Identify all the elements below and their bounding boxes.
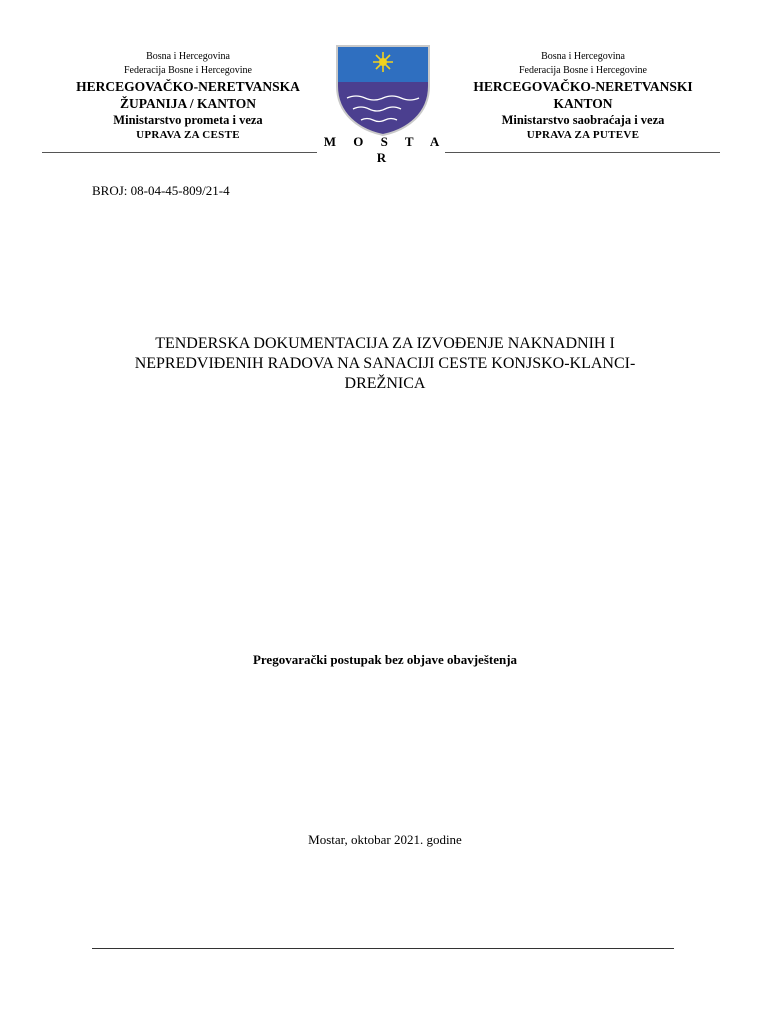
- ministry-name: Ministarstvo saobraćaja i veza: [501, 113, 665, 127]
- reference-number: BROJ: 08-04-45-809/21-4: [92, 183, 230, 198]
- canton-name-line2: ŽUPANIJA / KANTON: [119, 96, 256, 111]
- mostar-crest-icon: [333, 42, 433, 137]
- place-and-date: Mostar, oktobar 2021. godine: [308, 832, 462, 847]
- city-name: M O S T A R: [323, 134, 447, 165]
- header-left: [48, 50, 328, 143]
- header-left-rule: [42, 152, 317, 153]
- canton-name-line2: KANTON: [553, 96, 613, 111]
- department-name: UPRAVA ZA CESTE: [136, 129, 240, 141]
- country-name: Bosna i Hercegovina: [541, 51, 625, 62]
- federation-name: Federacija Bosne i Hercegovine: [518, 65, 647, 76]
- ministry-name: Ministarstvo prometa i veza: [113, 113, 263, 127]
- footer-rule: [92, 948, 674, 949]
- header-right: [443, 50, 723, 143]
- title-line: DREŽNICA: [344, 375, 426, 392]
- federation-name: Federacija Bosne i Hercegovine: [123, 65, 252, 76]
- canton-name-line1: HERCEGOVAČKO-NERETVANSKI: [473, 79, 693, 94]
- document-title: [70, 334, 700, 394]
- canton-name-line1: HERCEGOVAČKO-NERETVANSKA: [76, 79, 300, 94]
- title-line: NEPREDVIĐENIH RADOVA NA SANACIJI CESTE KONJSKO-KLANCI-: [134, 355, 636, 372]
- procedure-type: Pregovarački postupak bez objave obavještenja: [252, 652, 518, 667]
- country-name: Bosna i Hercegovina: [146, 51, 230, 62]
- department-name: UPRAVA ZA PUTEVE: [526, 129, 640, 141]
- title-line: TENDERSKA DOKUMENTACIJA ZA IZVOĐENJE NAKNADNIH I: [155, 335, 615, 352]
- header-right-rule: [445, 152, 720, 153]
